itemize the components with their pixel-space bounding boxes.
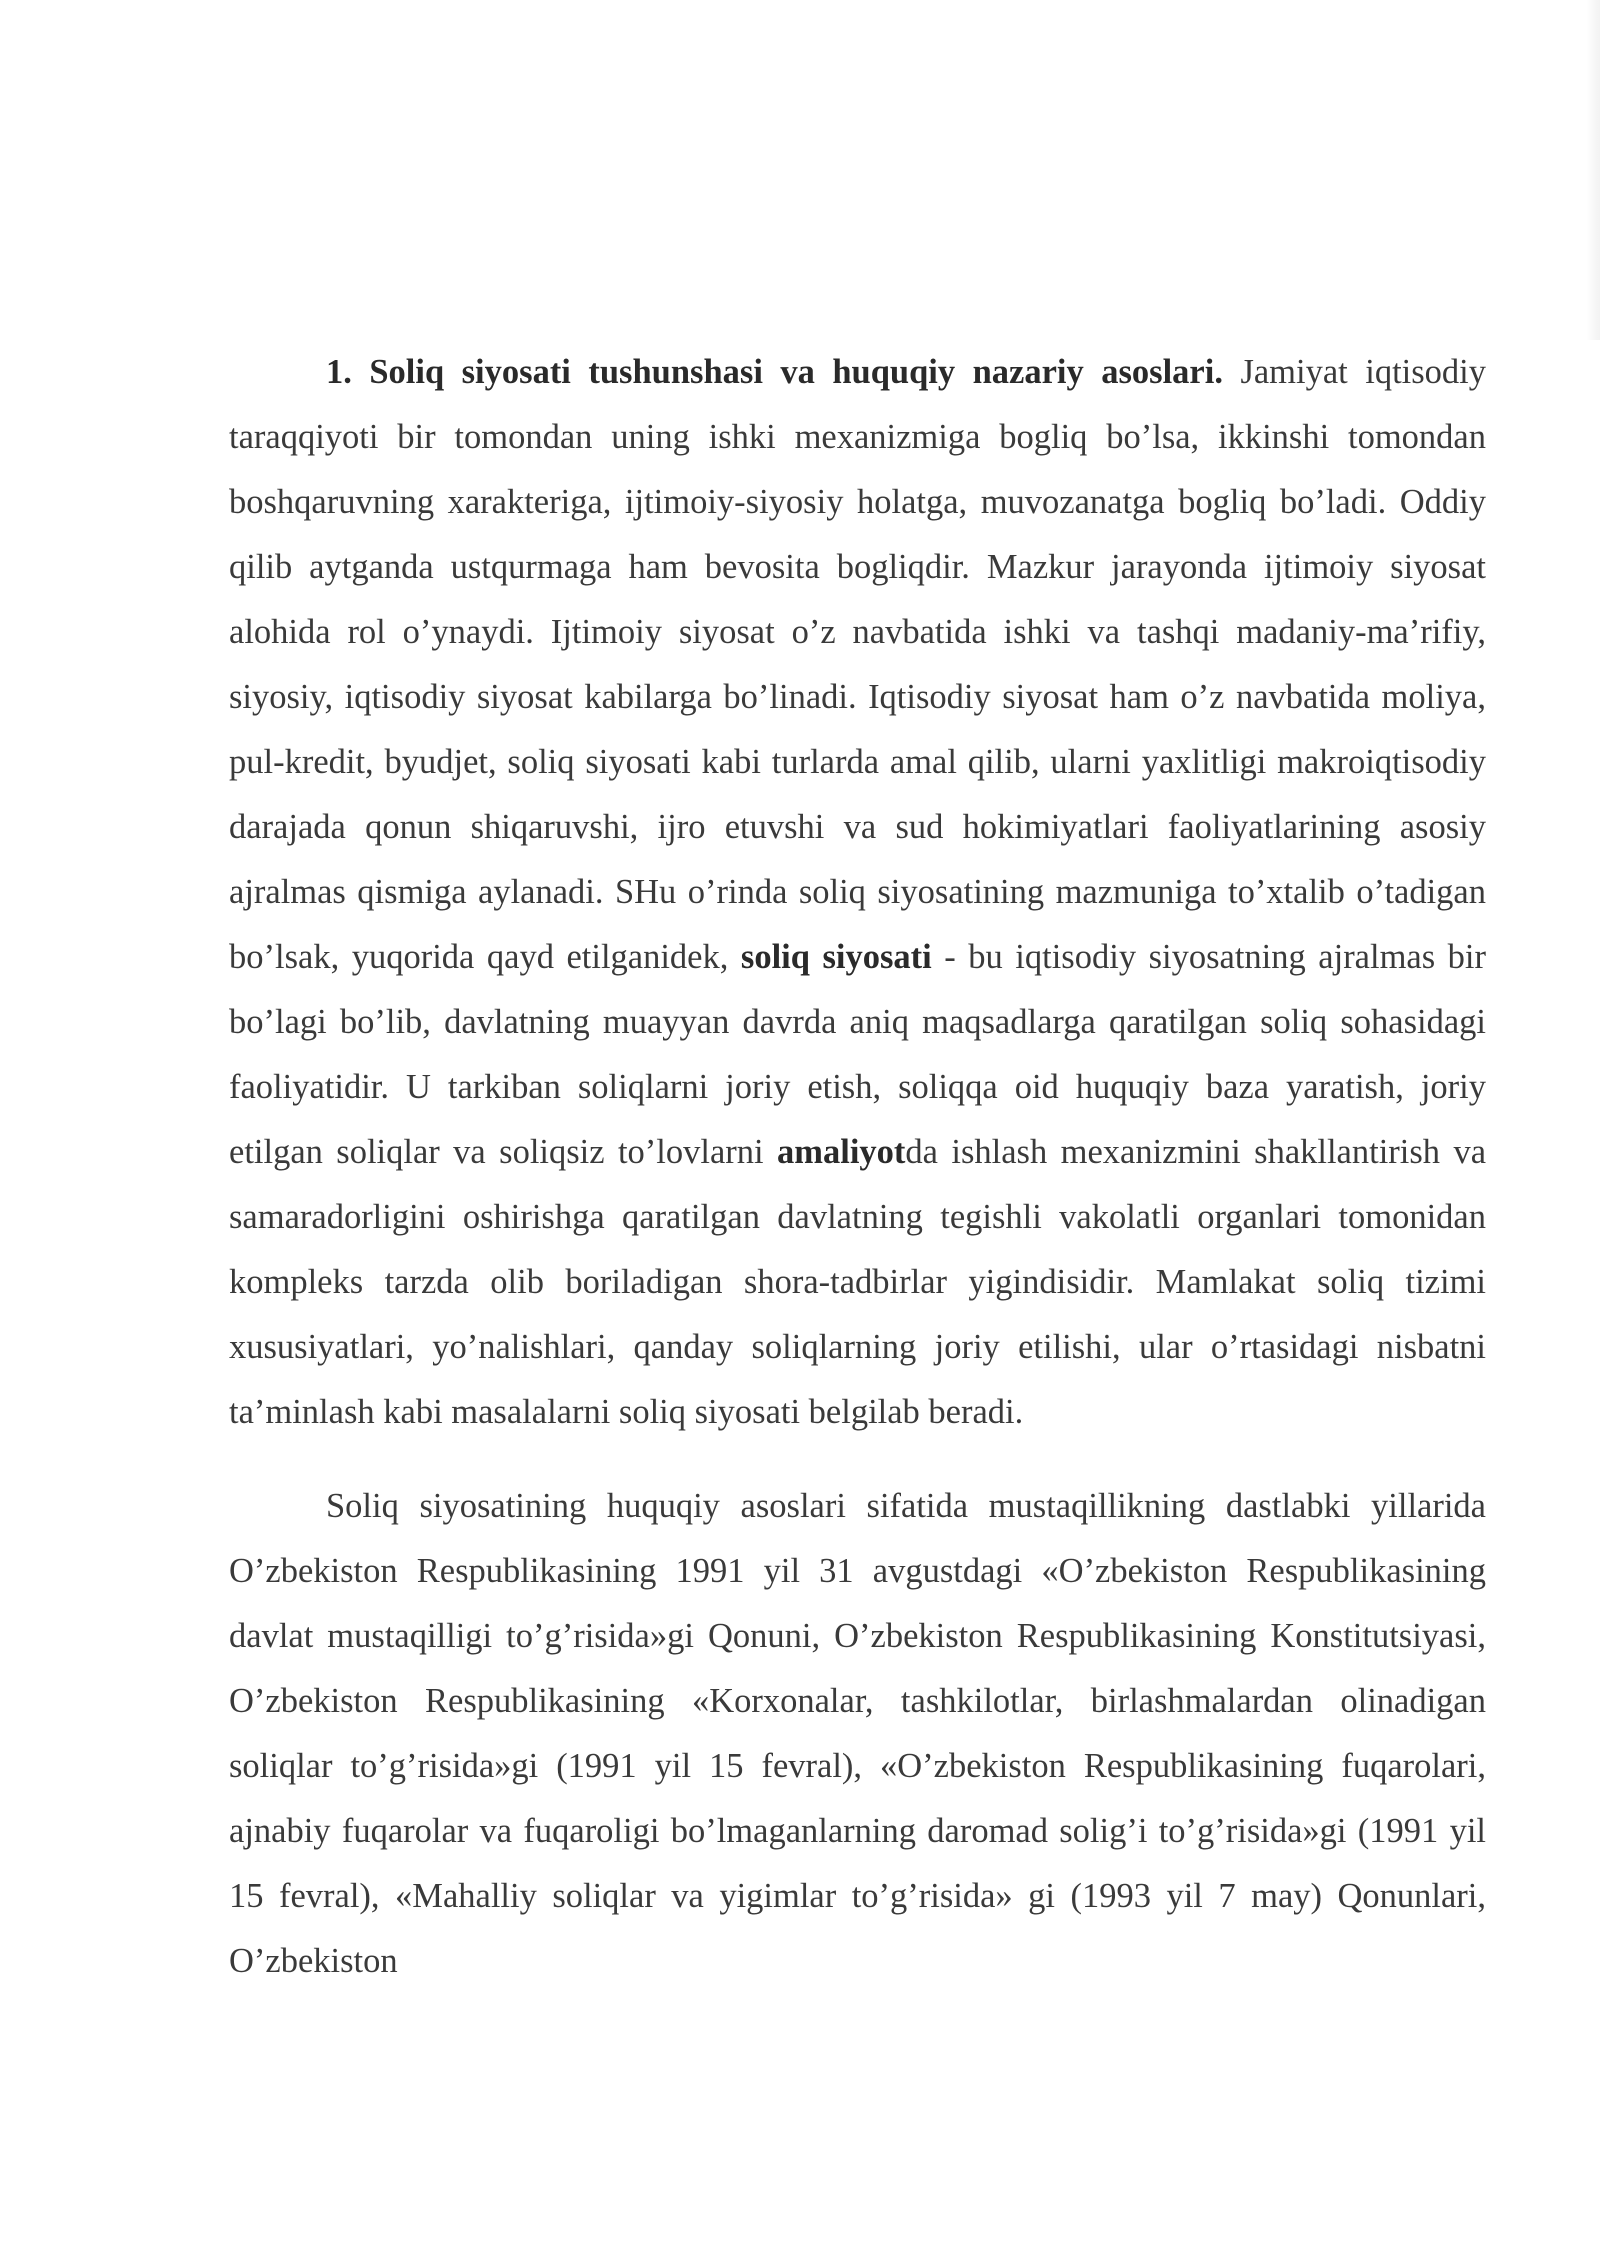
- section-heading: 1. Soliq siyosati tushunshasi va huquqiy nazariy asoslari.: [326, 353, 1223, 391]
- paragraph-1: [229, 340, 1486, 1445]
- paragraph-1-text-b: - bu iqtisodiy siyosatning ajralmas bir bo’lagi bo’lib, davlatning muayyan davrda aniq maqsadlarga qaratilgan soliq sohasidagi faoliyatidir. U tarkiban soliqlarni joriy etish, soliqqa oid huquqiy baza yaratish, joriy etilgan soliqlar va soliqsiz to’lovlarni: [229, 938, 1487, 1171]
- paragraph-1-text-a: Jamiyat iqtisodiy taraqqiyoti bir tomondan uning ishki mexanizmiga bogliq bo’lsa, ikkinshi tomondan boshqaruvning xarakteriga, ijtimoiy-siyosiy holatga, muvozanatga bogliq bo’ladi. Oddiy qilib aytganda ustqurmaga ham bevosita bogliqdir. Mazkur jarayonda ijtimoiy siyosat alohida rol o’ynaydi. Ijtimoiy siyosat o’z navbatida ishki va tashqi madaniy-ma’rifiy, siyosiy, iqtisodiy siyosat kabilarga bo’linadi. Iqtisodiy siyosat ham o’z navbatida moliya, pul-kredit, byudjet, soliq siyosati kabi turlarda amal qilib, ularni yaxlitligi makroiqtisodiy darajada qonun shiqaruvshi, ijro etuvshi va sud hokimiyatlari faoliyatlarining asosiy ajralmas qismiga aylanadi. SHu o’rinda soliq siyosatining mazmuniga to’xtalib o’tadigan bo’lsak, yuqorida qayd etilganidek,: [229, 353, 1487, 976]
- paragraph-1-text-c: da ishlash mexanizmini shakllantirish va samaradorligini oshirishga qaratilgan davlatning tegishli vakolatli organlari tomonidan kompleks tarzda olib boriladigan shora-tadbirlar yigindisidir. Mamlakat soliq tizimi xususiyatlari, yo’nalishlari, qanday soliqlarning joriy etilishi, ular o’rtasidagi nisbatni ta’minlash kabi masalalarni soliq siyosati belgilab beradi.: [229, 1133, 1487, 1431]
- bold-term-soliq-siyosati: soliq siyosati: [740, 938, 932, 976]
- page-edge-shadow: [1586, 0, 1600, 340]
- bold-word-amaliyot: amaliyot: [777, 1133, 906, 1171]
- document-body: [229, 340, 1486, 1994]
- paragraph-2: Soliq siyosatining huquqiy asoslari sifatida mustaqillikning dastlabki yillarida O’zbekiston Respublikasining 1991 yil 31 avgustdagi «O’zbekiston Respublikasining davlat mustaqilligi to’g’risida»gi Qonuni, O’zbekiston Respublikasining Konstitutsiyasi, O’zbekiston Respublikasining «Korxonalar, tashkilotlar, birlashmalardan olinadigan soliqlar to’g’risida»gi (1991 yil 15 fevral), «O’zbekiston Respublikasining fuqarolari, ajnabiy fuqarolar va fuqaroligi bo’lmaganlarning daromad solig’i to’g’risida»gi (1991 yil 15 fevral), «Mahalliy soliqlar va yigimlar to’g’risida» gi (1993 yil 7 may) Qonunlari, O’zbekiston: [229, 1487, 1486, 1980]
